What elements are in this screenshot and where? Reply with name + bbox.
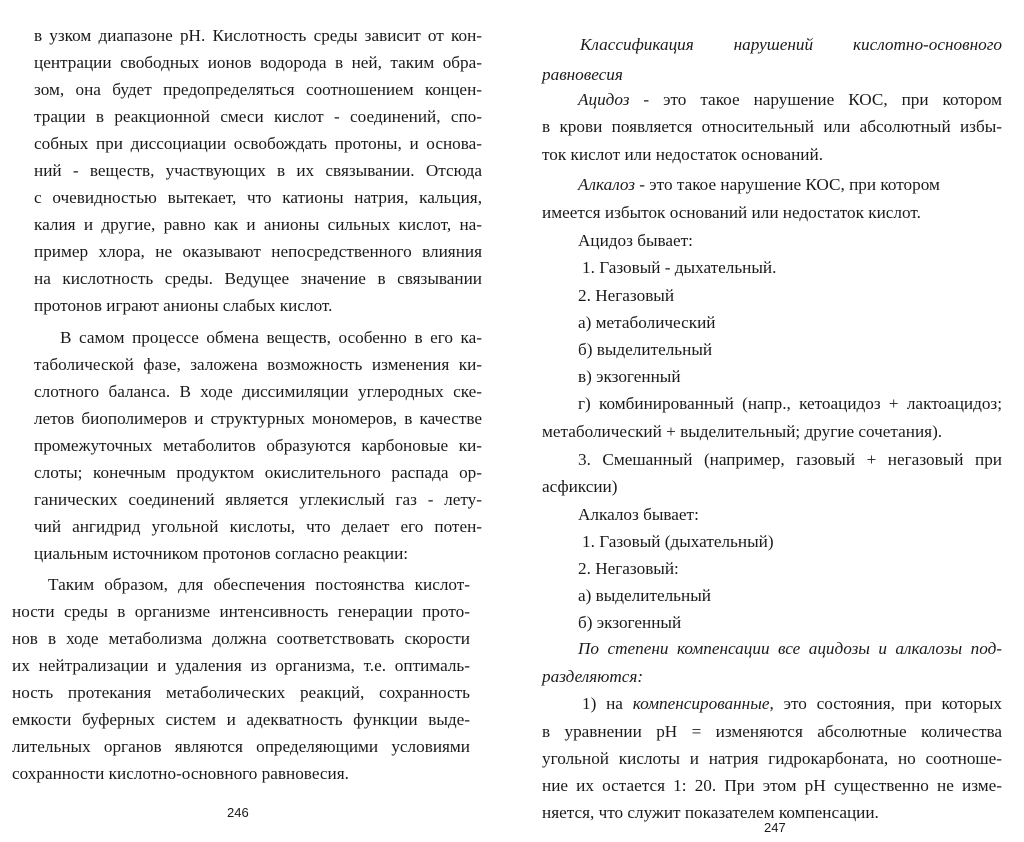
left-line-18: ганических соединений является углекислый газ - лету- (34, 490, 482, 509)
left-page-number: 246 (227, 805, 249, 820)
alkalosis-definition-line-2: имеется избыток оснований или недостаток кислот. (542, 203, 921, 222)
acidosis-definition-line-2: в крови появляется относительный или абсолютный избы- (542, 117, 1002, 136)
compensated-rest: это состояния, при которых (773, 694, 1002, 713)
acidosis-subtype-combined: г) комбинированный (напр., кетоацидоз + лактоацидоз; (578, 394, 1002, 413)
left-line-11: протонов играют анионы слабых кислот. (34, 296, 333, 315)
left-line-13: таболической фазе, заложена возможность изменения ки- (34, 355, 482, 374)
left-line-3: зом, она будет предопределяться соотношением концен- (34, 80, 482, 99)
left-line-8: калия и другие, равно как и анионы сильных кислот, на- (34, 215, 482, 234)
compensated-term: компенсированные, (632, 694, 774, 713)
left-line-17: слоты; конечным продуктом окислительного распада ор- (34, 463, 482, 482)
left-line-14: слотного баланса. В ходе диссимиляции углеродных ске- (34, 382, 482, 401)
acidosis-type-nongas: 2. Негазовый (578, 286, 675, 305)
right-page (512, 0, 1024, 842)
alkalosis-type-nongas: 2. Негазовый: (578, 559, 679, 578)
compensated-line-4: ние их остается 1: 20. При этом pH существенно не изме- (542, 776, 1002, 795)
compensated-prefix: 1) на (582, 694, 633, 713)
left-line-22: ности среды в организме интенсивность генерации прото- (12, 602, 470, 621)
alkalosis-subtype-exogenous: б) экзогенный (578, 613, 682, 632)
left-line-19: чий ангидрид угольной кислоты, что делает его потен- (34, 517, 482, 536)
acidosis-def-text-1: - это такое нарушение КОС, при котором (629, 90, 1002, 109)
left-line-16: промежуточных метаболитов образуются карбоновые ки- (34, 436, 482, 455)
classification-heading-line-2: равновесия (542, 65, 623, 84)
left-line-15: летов биополимеров и структурных мономеров, в качестве (34, 409, 482, 428)
acidosis-type-gas: 1. Газовый - дыхательный. (582, 258, 777, 277)
left-line-6: ний - веществ, участвующих в их связывании. Отсюда (34, 161, 482, 180)
left-line-26: емкости буферных систем и адекватность функции выде- (12, 710, 470, 729)
compensation-heading-line-1: По степени компенсации все ацидозы и алкалозы под- (578, 639, 1002, 658)
acidosis-type-mixed-cont: асфиксии) (542, 477, 618, 496)
left-line-10: на кислотность среды. Ведущее значение в связывании (34, 269, 482, 288)
alkalosis-definition-line-1 (578, 176, 940, 193)
compensated-line-2: в уравнении pH = изменяются абсолютные количества (542, 722, 1002, 741)
left-line-25: ность протекания метаболических реакций, сохранность (12, 683, 470, 702)
acidosis-definition-line-1 (578, 91, 1002, 108)
alkalosis-term: Алкалоз (578, 175, 635, 194)
acidosis-subtype-metabolic: а) метаболический (578, 313, 716, 332)
left-line-2: центрации свободных ионов водорода в ней, таким обра- (34, 53, 482, 72)
acidosis-type-mixed: 3. Смешанный (например, газовый + негазовый при (578, 450, 1002, 469)
compensated-line-5: няется, что служит показателем компенсации. (542, 803, 879, 822)
left-line-28: сохранности кислотно-основного равновесия. (12, 764, 349, 783)
compensated-line-3: угольной кислоты и натрия гидрокарбоната, но соотноше- (542, 749, 1002, 768)
compensation-heading-line-2: разделяются: (542, 667, 644, 686)
alkalosis-def-text-1: - это такое нарушение КОС, при котором (634, 175, 940, 194)
left-line-12: В самом процессе обмена веществ, особенно в его ка- (60, 328, 482, 347)
classification-heading-line-1: Классификация нарушений кислотно-основного (580, 35, 1002, 54)
left-line-21: Таким образом, для обеспечения постоянства кислот- (48, 575, 470, 594)
left-line-27: лительных органов являются определяющими условиями (12, 737, 470, 756)
alkalosis-subtype-excretory: а) выделительный (578, 586, 711, 605)
alkalosis-types-title: Алкалоз бывает: (578, 505, 699, 524)
right-page-number: 247 (764, 820, 786, 835)
left-line-5: собных при диссоциации освобождать протоны, и основа- (34, 134, 482, 153)
acidosis-definition-line-3: ток кислот или недостаток оснований. (542, 145, 824, 164)
left-line-9: пример хлора, не оказывают непосредственного влияния (34, 242, 482, 261)
compensated-line-1 (582, 695, 1002, 712)
acidosis-types-title: Ацидоз бывает: (578, 231, 693, 250)
left-line-23: нов в ходе метаболизма должна соответствовать скорости (12, 629, 470, 648)
acidosis-term: Ацидоз (578, 90, 630, 109)
left-line-24: их нейтрализации и удаления из организма, т.е. оптималь- (12, 656, 470, 675)
acidosis-subtype-combined-cont: метаболический + выделительный; другие сочетания). (542, 422, 943, 441)
alkalosis-type-gas: 1. Газовый (дыхательный) (582, 532, 774, 551)
acidosis-subtype-excretory: б) выделительный (578, 340, 713, 359)
left-line-20: циальным источником протонов согласно реакции: (34, 544, 409, 563)
left-line-7: с очевидностью вытекает, что катионы натрия, кальция, (34, 188, 482, 207)
acidosis-subtype-exogenous: в) экзогенный (578, 367, 681, 386)
left-line-4: трации в реакционной смеси кислот - соединений, спо- (34, 107, 482, 126)
left-line-1: в узком диапазоне pH. Кислотность среды зависит от кон- (34, 26, 482, 45)
